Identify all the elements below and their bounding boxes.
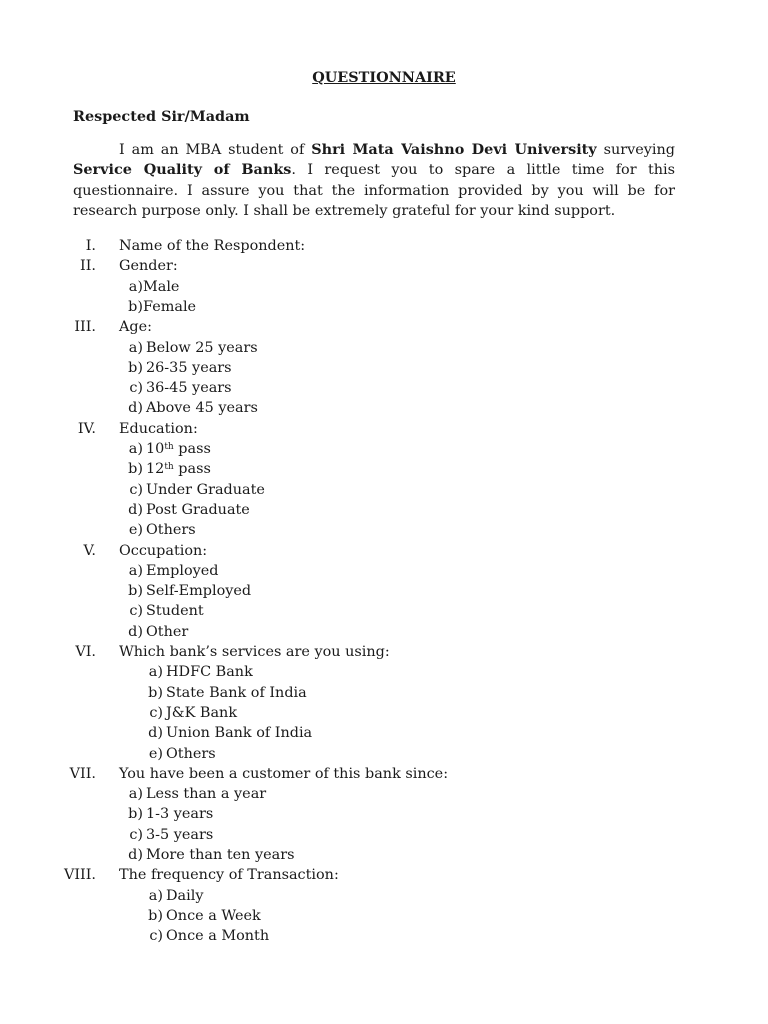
question-number: VI.	[75, 644, 96, 660]
option-text: 3-5 years	[146, 826, 214, 843]
option-text: Other	[146, 623, 189, 640]
question-text: Gender:	[119, 258, 178, 275]
option-text: 1-3 years	[146, 806, 214, 823]
option-label: d)	[128, 501, 143, 518]
option-text: 26-35 years	[146, 359, 232, 376]
option-label: c)	[149, 704, 163, 721]
option-text: Once a Month	[166, 928, 270, 945]
question-text: Name of the Respondent:	[119, 238, 306, 254]
option-superscript: th	[164, 462, 174, 473]
option-label: c)	[129, 481, 143, 498]
option-text: Self-Employed	[146, 583, 252, 600]
option-label: c)	[149, 928, 163, 945]
option-label: c)	[129, 380, 143, 397]
intro-text-1: I am an MBA student of	[119, 142, 312, 158]
option-text: Once a Week	[166, 907, 261, 924]
question-number: VII.	[69, 765, 96, 782]
option-text: 10th pass	[146, 441, 211, 457]
option-label: a)	[128, 441, 143, 457]
question-text: Age:	[119, 319, 152, 336]
option-text: Above 45 years	[146, 400, 258, 417]
survey-topic: Service Quality of Banks	[73, 161, 292, 179]
option-label: b)	[128, 298, 143, 315]
question-number: III.	[74, 319, 96, 336]
option-label: a)	[148, 887, 163, 904]
option-label: a)	[128, 562, 143, 579]
option-label: b)	[128, 359, 143, 376]
question-number: I.	[85, 238, 96, 254]
option-label: e)	[148, 745, 163, 762]
option-label: d)	[128, 623, 143, 640]
option-label: a)	[148, 664, 163, 681]
question-number: IV.	[77, 420, 96, 437]
option-text: Others	[166, 745, 216, 762]
question-text: You have been a customer of this bank since:	[119, 765, 449, 782]
option-label: d)	[128, 400, 143, 417]
option-label: b)	[128, 806, 143, 823]
option-label: b)	[148, 907, 163, 924]
option-label: e)	[128, 522, 143, 539]
question-text: The frequency of Transaction:	[119, 867, 339, 884]
option-text: Under Graduate	[146, 481, 265, 498]
university-name: Shri Mata Vaishno Devi University	[311, 141, 597, 158]
option-label: b)	[148, 684, 163, 701]
option-label: c)	[129, 603, 143, 620]
intro-paragraph	[73, 140, 675, 222]
option-superscript: th	[164, 442, 174, 452]
question-text: Occupation:	[119, 542, 208, 559]
option-text: 36-45 years	[146, 380, 232, 397]
option-text: J&K Bank	[166, 704, 238, 721]
option-text: Student	[146, 603, 204, 620]
option-label: b)	[128, 461, 143, 478]
option-text: Male	[143, 278, 180, 295]
option-text: Less than a year	[146, 786, 267, 803]
option-text: Below 25 years	[146, 339, 258, 356]
option-text: Employed	[146, 562, 219, 579]
question-text: Which bank’s services are you using:	[119, 644, 390, 660]
option-label: a)	[128, 278, 143, 295]
option-text: More than ten years	[146, 847, 295, 863]
option-label: a)	[128, 786, 143, 803]
document-title: QUESTIONNAIRE	[312, 69, 456, 86]
question-number: II.	[80, 258, 96, 275]
option-label: c)	[129, 826, 143, 843]
option-label: d)	[128, 847, 143, 863]
option-text: HDFC Bank	[166, 664, 253, 681]
question-number: V.	[83, 542, 96, 559]
salutation: Respected Sir/Madam	[73, 108, 250, 125]
option-text: State Bank of India	[166, 684, 307, 701]
intro-text-3: . I request you to spare a little time for this questionnaire. I assure you that the information provided by you will be for research purpose only. I shall be extremely grateful for your kind support.	[73, 162, 676, 220]
option-text: Others	[146, 522, 196, 539]
option-text: Female	[143, 298, 197, 315]
option-text: Daily	[166, 887, 204, 904]
option-label: b)	[128, 583, 143, 600]
option-text: 12th pass	[146, 461, 211, 478]
option-label: d)	[148, 725, 163, 742]
option-text: Post Graduate	[146, 501, 250, 518]
question-number: VIII.	[63, 867, 96, 884]
question-text: Education:	[119, 420, 198, 437]
option-label: a)	[128, 339, 143, 356]
option-text: Union Bank of India	[166, 725, 313, 742]
intro-text-2: surveying	[596, 142, 675, 158]
